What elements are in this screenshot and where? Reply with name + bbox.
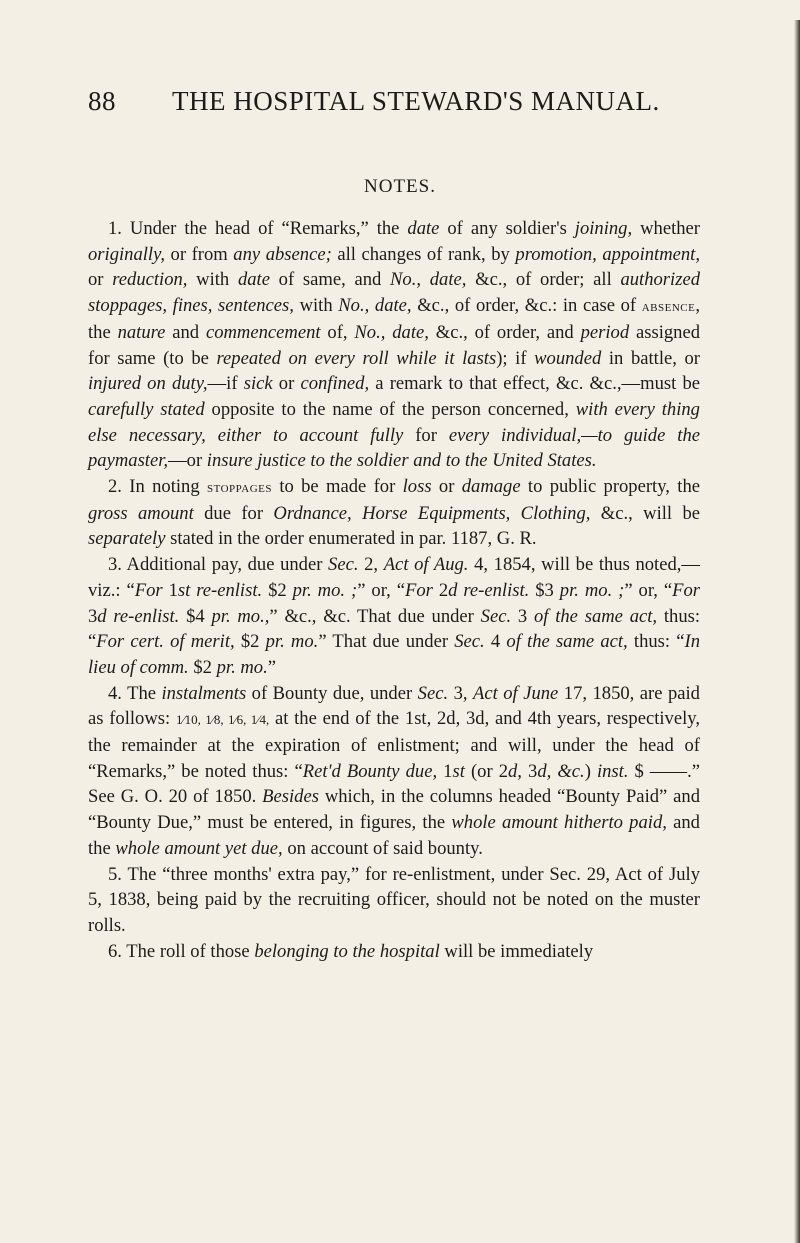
- page-edge-shadow: [794, 20, 800, 1243]
- section-title: NOTES.: [364, 176, 436, 197]
- bounty-fractions: 1⁄10, 1⁄8, 1⁄6, 1⁄4,: [175, 712, 270, 728]
- page-number: 88: [88, 86, 116, 116]
- note-4: 4. The instalments of Bounty due, under Sec. 3, Act of June 17, 1850, are paid as follows: 1⁄10, 1⁄8, 1⁄6, 1⁄4, at the end of the 1st, 2d, 3d, and 4th years, respectively, the remainder at the expiration of enlistment; and will, under the head of “Remarks,” be noted thus: “Ret'd Bounty due, 1st (or 2d, 3d, &c.) inst. $ ——.” See G. O. 20 of 1850. Besides which, in the columns headed “Bounty Paid” and “Bounty Due,” must be entered, in figures, the whole amount hitherto paid, and the whole amount yet due, on account of said bounty.: [88, 682, 701, 859]
- running-title: THE HOSPITAL STEWARD'S MANUAL.: [172, 86, 660, 116]
- note-3: 3. Additional pay, due under Sec. 2, Act of Aug. 4, 1854, will be thus noted,—viz.: “For 1st re-enlist. $2 pr. mo. ;” or, “For 2d re-enlist. $3 pr. mo. ;” or, “For 3d re-enlist. $4 pr. mo.,” &c., &c. That due under Sec. 3 of the same act, thus: “For cert. of merit, $2 pr. mo.” That due under Sec. 4 of the same act, thus: “In lieu of comm. $2 pr. mo.”: [88, 554, 701, 678]
- note-6: 6. The roll of those belonging to the hospital will be immediately: [108, 940, 594, 962]
- running-header: [88, 86, 708, 117]
- note-2: 2. In noting stoppages to be made for loss or damage to public property, the gross amount due for Ordnance, Horse Equipments, Clothing, &c., will be separately stated in the order enumerated in par. 1187, G. R.: [88, 476, 700, 550]
- note-5: 5. The “three months' extra pay,” for re-enlistment, under Sec. 29, Act of July 5, 1838, being paid by the recruiting officer, should not be noted on the muster rolls.: [88, 863, 700, 936]
- notes-body: [88, 216, 700, 964]
- note-1: 1. Under the head of “Remarks,” the date of any soldier's joining, whether originally, or from any absence; all changes of rank, by promotion, appointment, or reduction, with date of same, and No., date, &c., of order; all authorized stoppages, fines, sentences, with No., date, &c., of order, &c.: in case of absence, the nature and commencement of, No., date, &c., of order, and period assigned for same (to be repeated on every roll while it lasts); if wounded in battle, or injured on duty,—if sick or confined, a remark to that effect, &c. &c.,—must be carefully stated opposite to the name of the person concerned, with every thing else necessary, either to account fully for every individual,—to guide the paymaster,—or insure justice to the soldier and to the United States.: [88, 218, 701, 472]
